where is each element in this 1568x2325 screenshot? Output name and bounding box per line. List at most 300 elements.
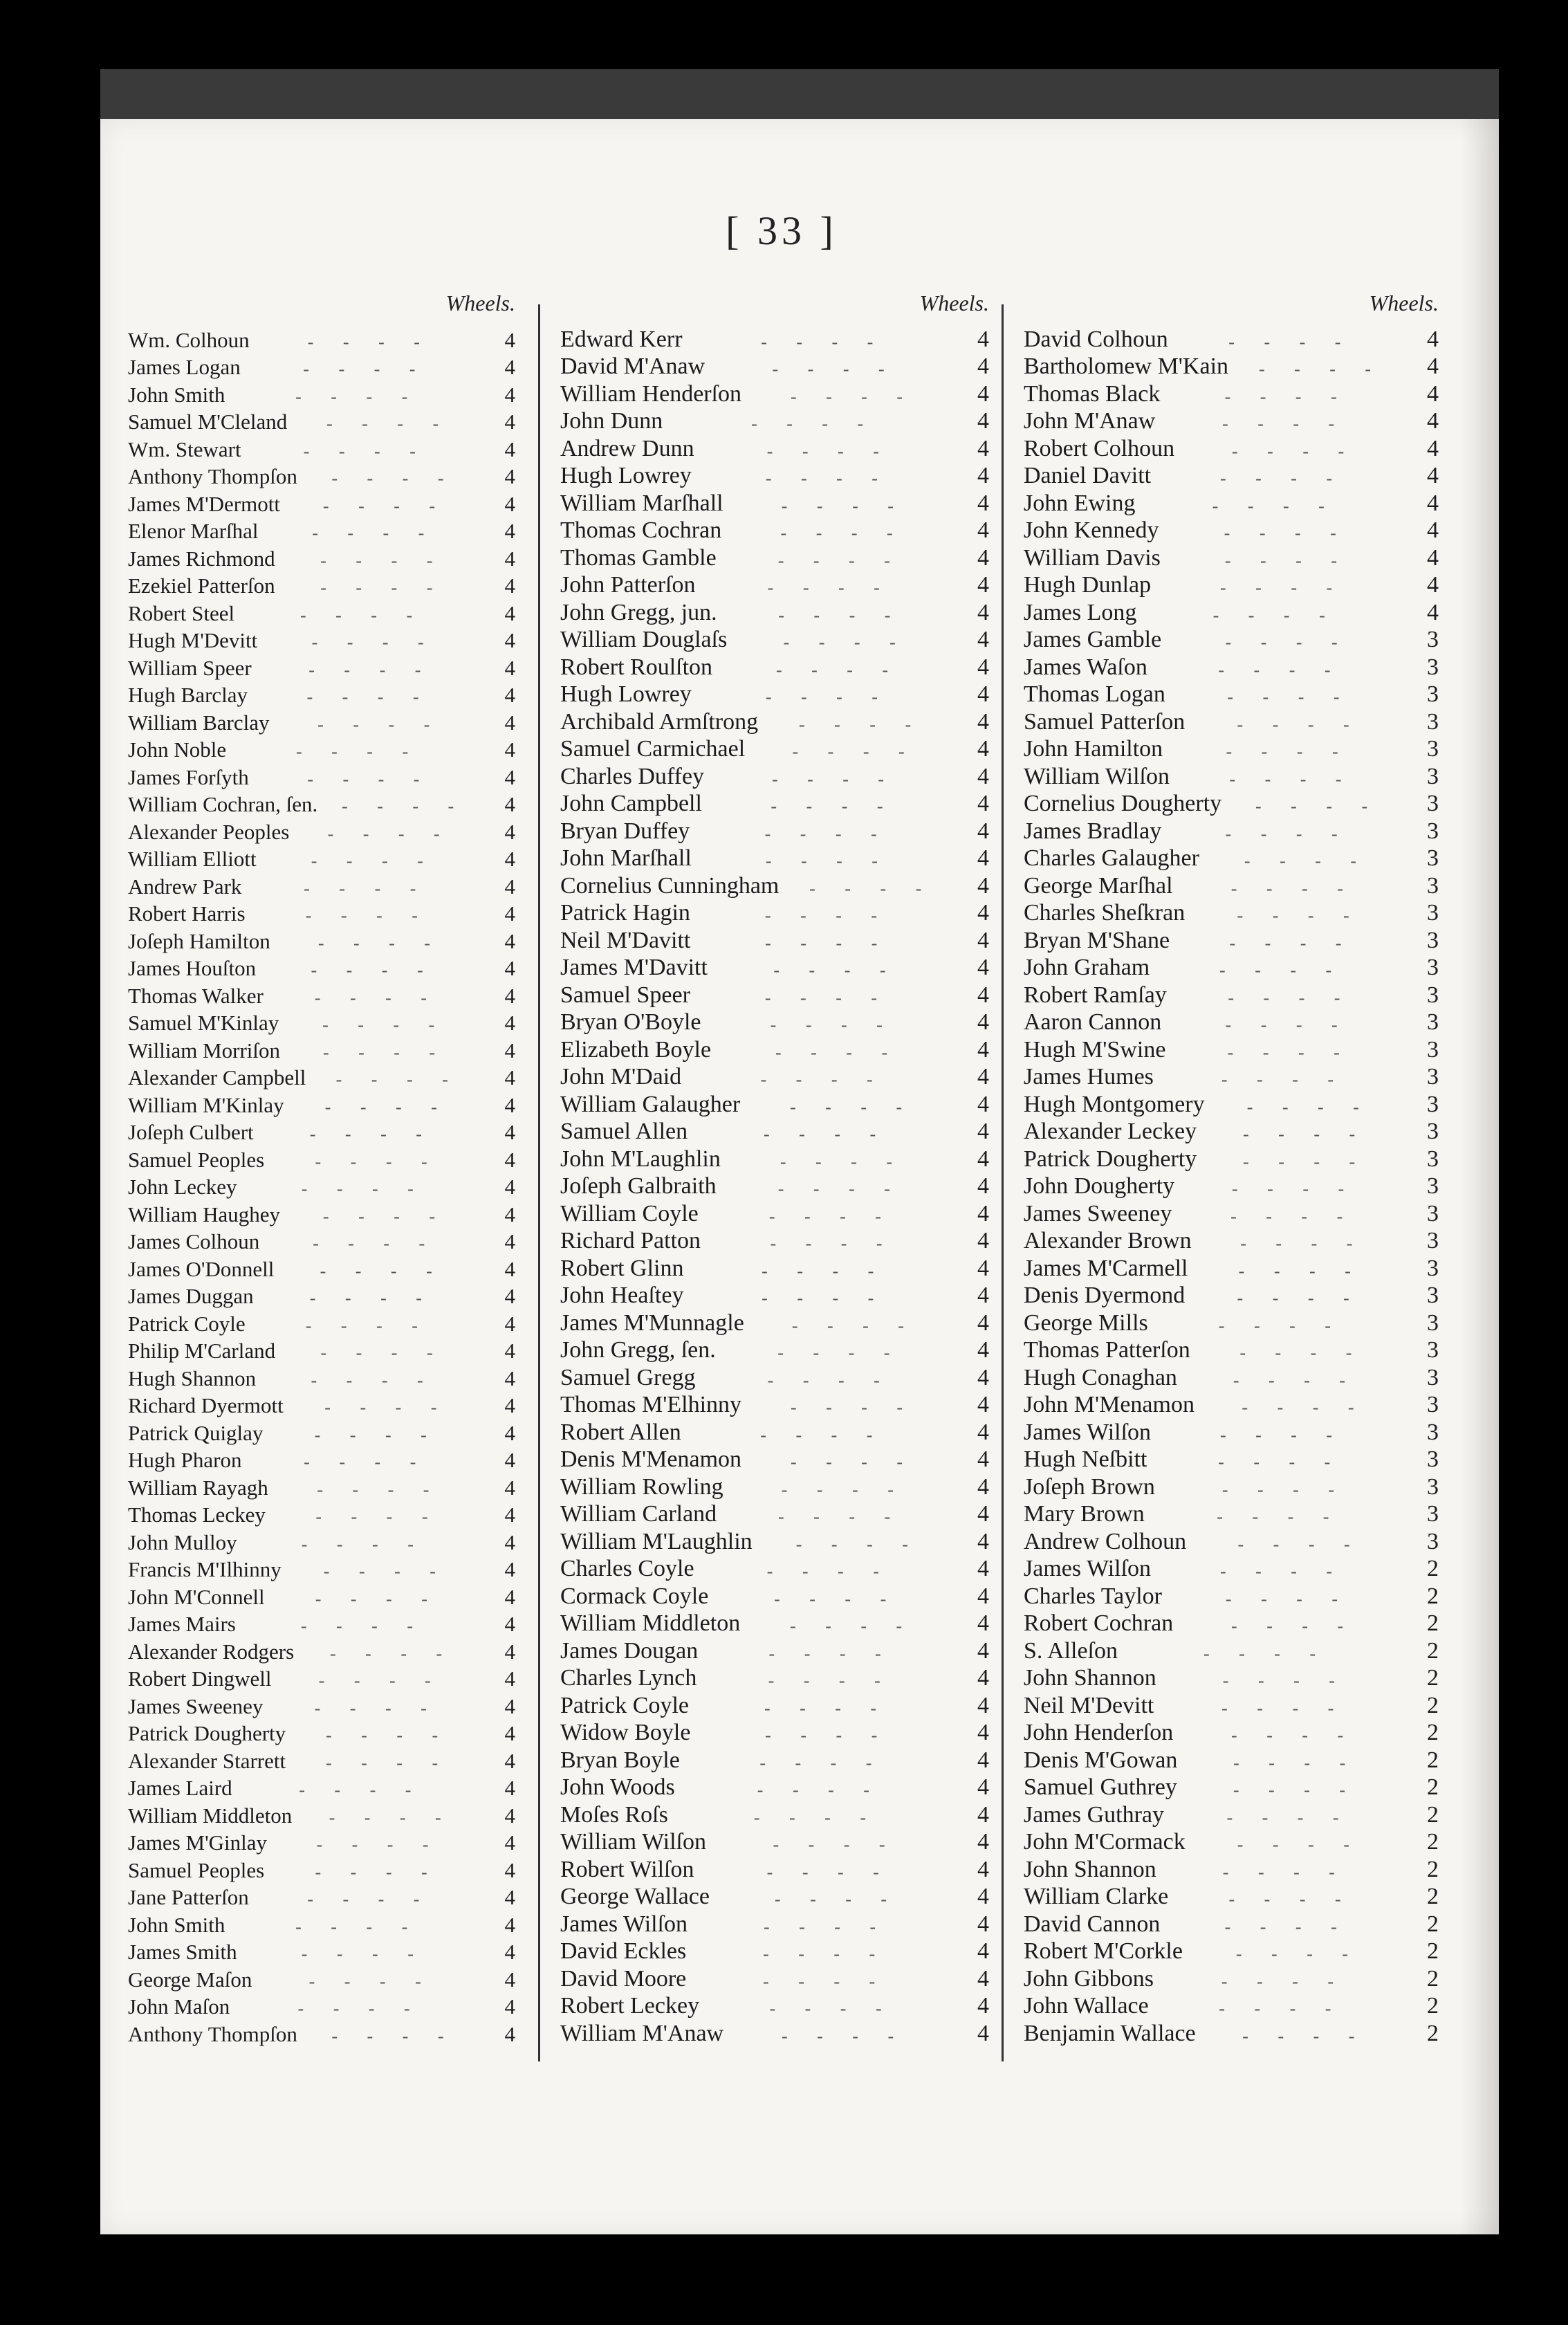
wheels-count: 4: [977, 1091, 989, 1117]
leader-dashes: - - - -: [318, 1671, 443, 1691]
wheels-count: 4: [504, 1557, 515, 1581]
entry-name: James M'Dermott: [128, 491, 280, 516]
entry-name: James Waſon: [1024, 654, 1147, 680]
list-item: [128, 1992, 515, 2020]
list-item: [560, 1118, 989, 1146]
wheels-count: 4: [977, 1446, 989, 1472]
leader-dashes: - - - -: [1232, 441, 1357, 461]
wheels-count: 4: [977, 845, 989, 871]
list-item: [128, 1938, 515, 1965]
leader-dashes: - - - -: [326, 414, 452, 434]
entry-name: John Smith: [128, 382, 225, 407]
list-item: [128, 1254, 515, 1282]
list-item: [560, 1992, 989, 2020]
wheels-count: 3: [1427, 1528, 1439, 1554]
list-item: [1024, 1719, 1439, 1747]
wheels-count: 4: [977, 1556, 989, 1581]
entry-name: Robert Dingwell: [128, 1666, 272, 1691]
list-item: [560, 790, 989, 818]
entry-name: John M'Laughlin: [560, 1146, 721, 1172]
entry-name: James M'Munnagle: [560, 1309, 744, 1336]
list-item: [560, 571, 989, 599]
entry-name: William Wilſon: [560, 1829, 707, 1855]
list-item: [560, 1309, 989, 1336]
wheels-count: 4: [504, 1339, 515, 1363]
wheels-count: 2: [1427, 1829, 1439, 1855]
entry-name: Bryan Boyle: [560, 1747, 680, 1773]
leader-dashes: - - - -: [771, 769, 897, 789]
entry-name: Hugh Montgomery: [1024, 1091, 1205, 1117]
entry-name: John Henderſon: [1024, 1720, 1174, 1745]
leader-dashes: - - - -: [771, 796, 896, 816]
list-item: [1024, 954, 1439, 982]
entry-name: James Smith: [128, 1940, 237, 1964]
leader-dashes: - - - -: [1242, 2025, 1367, 2046]
list-item: [560, 1254, 989, 1282]
list-item: [560, 1719, 989, 1747]
wheels-count: 4: [977, 490, 989, 516]
column-1: [128, 291, 515, 2047]
list-item: [128, 1500, 515, 1528]
leader-dashes: - - - -: [774, 1588, 899, 1609]
entry-name: William Clarke: [1024, 1884, 1169, 1909]
leader-dashes: - - - -: [768, 1206, 894, 1226]
wheels-count: 4: [504, 464, 515, 488]
wheels-count: 4: [977, 353, 989, 379]
list-item: [560, 1009, 989, 1036]
entry-name: David Colhoun: [1024, 326, 1168, 352]
entry-name: James Wilſon: [560, 1911, 688, 1937]
list-item: [560, 1527, 989, 1555]
list-item: [128, 981, 515, 1009]
entry-name: Robert Allen: [560, 1419, 681, 1445]
entry-name: Hugh Pharon: [128, 1448, 242, 1472]
wheels-count: 4: [504, 1830, 515, 1855]
wheels-count: 4: [504, 737, 515, 762]
wheels-count: 3: [1427, 818, 1439, 844]
wheels-count: 3: [1427, 955, 1439, 980]
list-item: [128, 790, 515, 818]
wheels-count: 4: [504, 519, 515, 543]
entry-name: William Douglaſs: [560, 627, 728, 652]
wheels-count: 4: [504, 1529, 515, 1554]
wheels-count: 3: [1427, 1283, 1439, 1308]
list-item: [128, 681, 515, 708]
wheels-count: 4: [977, 1829, 989, 1855]
entry-name: John Gibbons: [1024, 1965, 1154, 1992]
list-item: [1024, 1855, 1439, 1883]
leader-dashes: - - - -: [762, 1288, 887, 1308]
wheels-count: 4: [1427, 353, 1439, 379]
wheels-count: 3: [1427, 1309, 1439, 1336]
list-item: [1024, 845, 1439, 872]
leader-dashes: - - - -: [309, 1288, 434, 1308]
wheels-count: 4: [504, 1175, 515, 1199]
wheels-count: 2: [1427, 1665, 1439, 1691]
list-item: [560, 1965, 989, 1992]
leader-dashes: - - - -: [790, 1452, 916, 1472]
entry-name: Charles Sheſkran: [1024, 900, 1186, 926]
list-item: [560, 626, 989, 654]
list-item: [560, 1801, 989, 1828]
wheels-count: 4: [977, 763, 989, 789]
list-item: [128, 1090, 515, 1118]
leader-dashes: - - - -: [324, 1096, 450, 1117]
wheels-count: 4: [504, 1857, 515, 1882]
wheels-count: 3: [1427, 1419, 1439, 1445]
wheels-count: 4: [977, 1801, 989, 1828]
wheels-count: 4: [977, 654, 989, 680]
entry-name: Samuel Carmichael: [560, 736, 746, 762]
entry-name: Robert Glinn: [560, 1255, 684, 1281]
entry-name: James Mairs: [128, 1612, 236, 1636]
leader-dashes: - - - -: [1226, 742, 1351, 762]
list-item: [560, 817, 989, 845]
entry-name: Cornelius Cunningham: [560, 872, 780, 899]
entry-name: James Forſyth: [128, 764, 249, 789]
leader-dashes: - - - -: [1225, 1588, 1351, 1609]
wheels-count: 4: [504, 928, 515, 953]
wheels-count: 4: [977, 544, 989, 571]
list-item: [560, 762, 989, 790]
entry-name: John Dunn: [560, 408, 663, 434]
leader-dashes: - - - -: [1219, 1561, 1345, 1581]
leader-dashes: - - - -: [1235, 1944, 1361, 1964]
wheels-count: 4: [504, 1584, 515, 1609]
list-item: [128, 353, 515, 380]
leader-dashes: - - - -: [766, 1862, 892, 1882]
leader-dashes: - - - -: [1243, 1151, 1368, 1172]
list-item: [128, 462, 515, 490]
list-item: [1024, 1282, 1439, 1309]
entry-name: Widow Boyle: [560, 1720, 691, 1745]
list-item: [1024, 653, 1439, 681]
leader-dashes: - - - -: [790, 1096, 915, 1117]
column-header: Wheels.: [445, 291, 515, 315]
leader-dashes: - - - -: [307, 769, 432, 789]
leader-dashes: - - - -: [778, 605, 903, 625]
list-item: [1024, 434, 1439, 462]
entry-name: David Cannon: [1024, 1911, 1161, 1937]
leader-dashes: - - - -: [320, 550, 445, 571]
list-item: [128, 708, 515, 735]
list-item: [560, 1473, 989, 1500]
leader-dashes: - - - -: [778, 1507, 903, 1527]
leader-dashes: - - - -: [765, 468, 890, 488]
entry-name: George Wallace: [560, 1884, 710, 1909]
entry-name: William Marſhall: [560, 490, 723, 516]
wheels-count: 3: [1427, 1473, 1439, 1500]
column-rows: [1024, 325, 1439, 2047]
list-item: [128, 1063, 515, 1091]
leader-dashes: - - - -: [798, 714, 924, 735]
wheels-count: 3: [1427, 1064, 1439, 1090]
leader-dashes: - - - -: [1222, 414, 1347, 434]
leader-dashes: - - - -: [1237, 1835, 1362, 1855]
wheels-count: 3: [1427, 927, 1439, 953]
wheels-count: 4: [977, 1665, 989, 1691]
wheels-count: 4: [504, 1912, 515, 1937]
entry-name: Samuel Allen: [560, 1119, 688, 1144]
wheels-count: 3: [1427, 872, 1439, 899]
entry-name: John Graham: [1024, 955, 1150, 980]
list-item: [1024, 926, 1439, 954]
list-item: [560, 1883, 989, 1911]
wheels-count: 3: [1427, 627, 1439, 652]
leader-dashes: - - - -: [764, 987, 890, 1008]
wheels-count: 4: [977, 1146, 989, 1172]
leader-dashes: - - - -: [330, 1643, 455, 1664]
leader-dashes: - - - -: [1228, 1889, 1354, 1909]
wheels-count: 4: [977, 1911, 989, 1937]
entry-name: Robert Ramſay: [1024, 982, 1167, 1008]
leader-dashes: - - - -: [768, 1643, 894, 1664]
wheels-count: 4: [504, 764, 515, 789]
list-item: [560, 1363, 989, 1391]
wheels-count: 4: [977, 1774, 989, 1800]
wheels-count: 4: [1427, 463, 1439, 488]
entry-name: Cormack Coyle: [560, 1583, 709, 1609]
entry-name: Patrick Coyle: [560, 1692, 690, 1718]
entry-name: Joſeph Galbraith: [560, 1173, 717, 1199]
list-item: [128, 1691, 515, 1719]
leader-dashes: - - - -: [303, 441, 428, 461]
list-item: [128, 872, 515, 899]
leader-dashes: - - - -: [780, 523, 905, 543]
leader-dashes: - - - -: [303, 359, 428, 379]
leader-dashes: - - - -: [751, 414, 876, 434]
entry-name: John M'Menamon: [1024, 1392, 1195, 1417]
entry-name: John Campbell: [560, 791, 702, 816]
list-item: [560, 1200, 989, 1227]
wheels-count: 4: [504, 710, 515, 735]
list-item: [1024, 872, 1439, 899]
list-item: [1024, 1063, 1439, 1091]
wheels-count: 3: [1427, 1446, 1439, 1472]
entry-name: Hugh Lowrey: [560, 681, 692, 707]
leader-dashes: - - - -: [1229, 932, 1354, 953]
leader-dashes: - - - -: [1221, 1479, 1347, 1500]
entry-name: Charles Galaugher: [1024, 845, 1199, 871]
entry-name: John Woods: [560, 1774, 675, 1800]
wheels-count: 4: [1427, 490, 1439, 516]
list-item: [560, 1691, 989, 1719]
leader-dashes: - - - -: [329, 1807, 454, 1828]
wheels-count: 4: [504, 1284, 515, 1308]
leader-dashes: - - - -: [331, 2025, 456, 2046]
entry-name: John Marſhall: [560, 845, 692, 871]
leader-dashes: - - - -: [322, 1206, 448, 1226]
entry-name: Robert Roulſton: [560, 654, 713, 680]
wheels-count: 4: [977, 818, 989, 844]
leader-dashes: - - - -: [1228, 331, 1354, 352]
entry-name: Samuel Patterſon: [1024, 708, 1186, 735]
list-item: [128, 1173, 515, 1200]
list-item: [560, 1664, 989, 1692]
wheels-count: 4: [977, 1036, 989, 1063]
entry-name: Hugh M'Devitt: [128, 628, 258, 652]
leader-dashes: - - - -: [760, 1069, 885, 1090]
wheels-count: 4: [977, 1856, 989, 1882]
leader-dashes: - - - -: [1224, 386, 1349, 407]
entry-name: James Wilſon: [1024, 1419, 1152, 1445]
list-item: [1024, 1118, 1439, 1146]
leader-dashes: - - - -: [781, 495, 906, 516]
wheels-count: 4: [977, 1692, 989, 1718]
wheels-count: 4: [977, 517, 989, 543]
list-item: [560, 1227, 989, 1255]
entry-name: Thomas Logan: [1024, 681, 1165, 707]
wheels-count: 4: [977, 1337, 989, 1363]
entry-name: James Bradlay: [1024, 818, 1162, 844]
entry-name: William Speer: [128, 655, 252, 680]
leader-dashes: - - - -: [1203, 1643, 1329, 1664]
wheels-count: 4: [504, 1448, 515, 1472]
leader-dashes: - - - -: [777, 1179, 903, 1199]
list-item: [1024, 489, 1439, 517]
leader-dashes: - - - -: [1237, 1288, 1362, 1308]
wheels-count: 4: [977, 1173, 989, 1199]
leader-dashes: - - - -: [763, 1916, 889, 1937]
leader-dashes: - - - -: [790, 386, 916, 407]
list-item: [560, 325, 989, 353]
leader-dashes: - - - -: [780, 1151, 905, 1172]
list-item: [560, 1418, 989, 1446]
leader-dashes: - - - -: [765, 687, 890, 707]
leader-dashes: - - - -: [323, 1561, 448, 1581]
leader-dashes: - - - -: [767, 1370, 892, 1390]
wheels-count: 2: [1427, 1774, 1439, 1800]
entry-name: Neil M'Devitt: [1024, 1692, 1154, 1718]
entry-name: William Coyle: [560, 1200, 699, 1226]
entry-name: Philip M'Carland: [128, 1339, 276, 1363]
entry-name: Andrew Colhoun: [1024, 1528, 1187, 1554]
leader-dashes: - - - -: [774, 1889, 900, 1909]
entry-name: Thomas Cochran: [560, 517, 722, 543]
list-item: [128, 845, 515, 872]
list-item: [1024, 407, 1439, 435]
list-item: [128, 735, 515, 763]
entry-name: William Morriſon: [128, 1038, 281, 1063]
entry-name: Bryan O'Boyle: [560, 1009, 701, 1035]
list-item: [128, 1719, 515, 1747]
list-item: [560, 926, 989, 954]
wheels-count: 4: [504, 1311, 515, 1336]
list-item: [128, 1200, 515, 1227]
entry-name: Robert Leckey: [560, 1993, 700, 2019]
leader-dashes: - - - -: [766, 1561, 892, 1581]
list-item: [1024, 1746, 1439, 1774]
entry-name: John Mulloy: [128, 1529, 237, 1554]
leader-dashes: - - - -: [307, 1889, 432, 1909]
wheels-count: 4: [504, 792, 515, 816]
entry-name: Patrick Hagin: [560, 900, 690, 926]
list-item: [1024, 1090, 1439, 1118]
list-item: [560, 1145, 989, 1173]
leader-dashes: - - - -: [311, 851, 436, 871]
leader-dashes: - - - -: [1239, 1343, 1365, 1363]
wheels-count: 4: [504, 1639, 515, 1664]
wheels-count: 4: [977, 736, 989, 762]
entry-name: James O'Donnell: [128, 1256, 275, 1281]
entry-name: Robert Harris: [128, 901, 246, 926]
list-item: [1024, 762, 1439, 790]
wheels-count: 3: [1427, 1036, 1439, 1063]
list-item: [560, 434, 989, 462]
list-item: [128, 1746, 515, 1774]
entry-name: Cornelius Dougherty: [1024, 791, 1222, 816]
wheels-count: 3: [1427, 791, 1439, 816]
leader-dashes: - - - -: [313, 1233, 438, 1253]
leader-dashes: - - - -: [1218, 1452, 1343, 1472]
leader-dashes: - - - -: [325, 1752, 451, 1773]
wheels-count: 2: [1427, 1856, 1439, 1882]
leader-dashes: - - - -: [770, 1015, 895, 1035]
leader-dashes: - - - -: [314, 987, 439, 1008]
wheels-count: 4: [977, 326, 989, 352]
wheels-count: 4: [504, 1038, 515, 1063]
wheels-count: 4: [977, 1993, 989, 2019]
entry-name: Moſes Roſs: [560, 1801, 668, 1828]
list-item: [560, 681, 989, 708]
entry-name: Bartholomew M'Kain: [1024, 353, 1229, 379]
entry-name: George Marſhal: [1024, 872, 1173, 899]
wheels-count: 3: [1427, 1501, 1439, 1527]
entry-name: Samuel Speer: [560, 982, 690, 1008]
wheels-count: 4: [977, 1965, 989, 1992]
leader-dashes: - - - -: [777, 1343, 903, 1363]
entry-name: Alexander Brown: [1024, 1228, 1192, 1253]
list-item: [1024, 353, 1439, 380]
wheels-count: 4: [1427, 572, 1439, 598]
list-item: [1024, 1500, 1439, 1528]
entry-name: Thomas Black: [1024, 380, 1161, 407]
list-item: [560, 1910, 989, 1938]
entry-name: Hugh M'Swine: [1024, 1036, 1166, 1063]
list-item: [1024, 681, 1439, 708]
list-item: [128, 1527, 515, 1555]
list-item: [128, 1227, 515, 1255]
leader-dashes: - - - -: [320, 578, 445, 598]
wheels-count: 4: [504, 1092, 515, 1117]
list-item: [128, 1855, 515, 1883]
wheels-count: 4: [977, 463, 989, 488]
page-number: [ 33 ]: [726, 208, 838, 253]
leader-dashes: - - - -: [309, 1124, 434, 1144]
wheels-count: 4: [1427, 380, 1439, 407]
entry-name: James M'Carmell: [1024, 1255, 1188, 1281]
wheels-count: 3: [1427, 1119, 1439, 1144]
leader-dashes: - - - -: [322, 495, 448, 516]
list-item: [128, 1610, 515, 1637]
wheels-count: 4: [977, 1119, 989, 1144]
entry-name: William Barclay: [128, 710, 270, 735]
wheels-count: 4: [504, 410, 515, 434]
list-item: [1024, 1527, 1439, 1555]
list-item: [128, 1418, 515, 1446]
wheels-count: 4: [977, 1720, 989, 1745]
list-item: [128, 1309, 515, 1336]
entry-name: Hugh Conaghan: [1024, 1364, 1177, 1390]
list-item: [128, 1118, 515, 1146]
entry-name: James Gamble: [1024, 627, 1162, 652]
wheels-count: 3: [1427, 1337, 1439, 1363]
leader-dashes: - - - -: [809, 878, 934, 899]
leader-dashes: - - - -: [762, 1260, 887, 1281]
entry-name: William Henderſon: [560, 380, 742, 407]
list-item: [128, 1145, 515, 1173]
leader-dashes: - - - -: [763, 1971, 888, 1992]
